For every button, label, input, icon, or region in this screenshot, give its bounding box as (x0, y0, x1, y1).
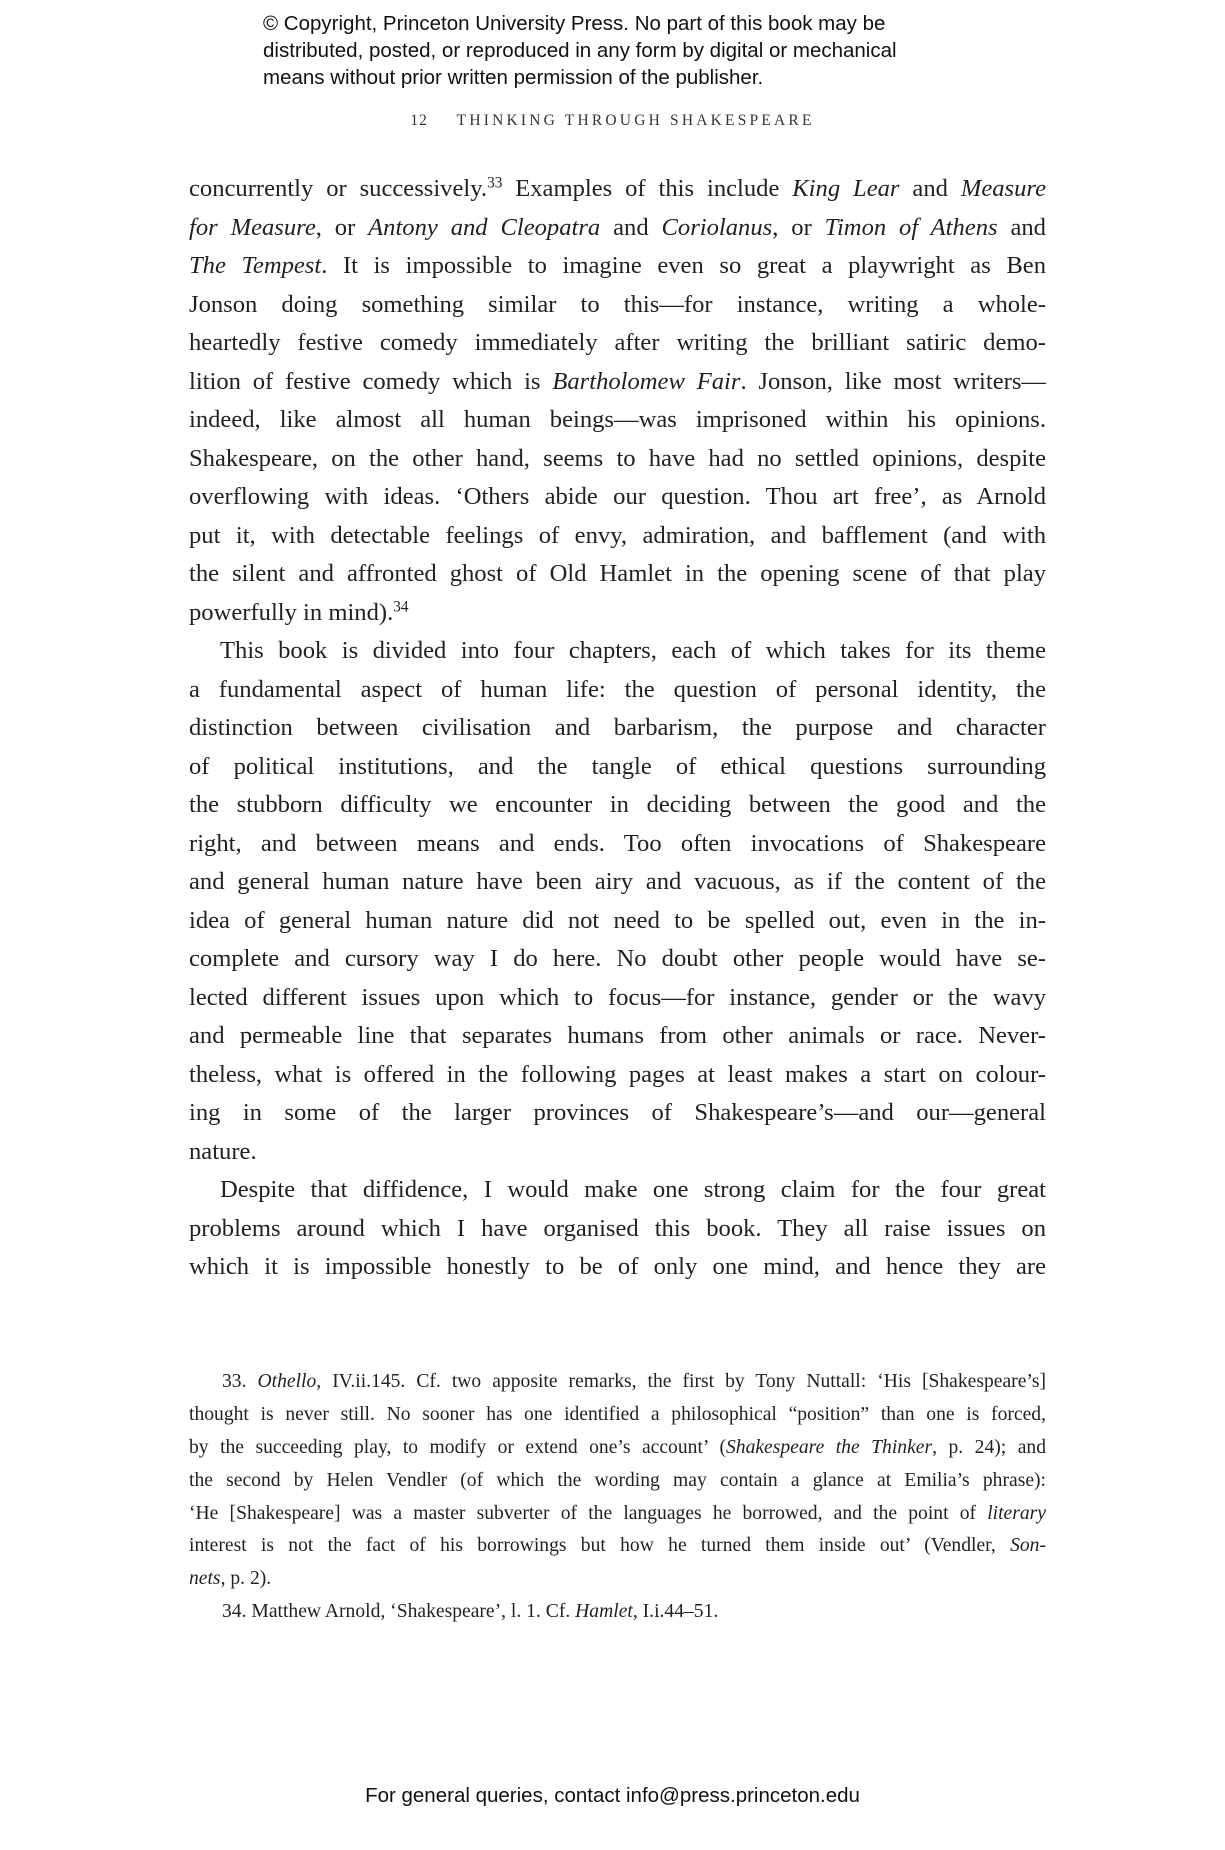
text-line (189, 1432, 1046, 1465)
text: of political institutions, and the tangle of ethical questions surrounding (189, 752, 1046, 780)
italic-text: Antony and Cleopatra (368, 213, 601, 241)
italic-text: Coriolanus (661, 213, 773, 241)
footer-contact: For general queries, contact info@press.princeton.edu (365, 1784, 860, 1807)
text: a fundamental aspect of human life: the question of personal identity, the (189, 675, 1046, 703)
italic-text: Shakespeare the Thinker (725, 1436, 933, 1458)
italic-text: nets (189, 1568, 221, 1590)
italic-text: Hamlet (575, 1601, 633, 1623)
text-line (189, 286, 1046, 325)
running-head (0, 112, 1225, 130)
text-line (189, 940, 1046, 979)
text: concurrently or successively. (189, 175, 488, 202)
text-line (189, 1210, 1046, 1249)
text-line (189, 1171, 1046, 1210)
text: distinction between civilisation and barbarism, the purpose and character (189, 714, 1046, 741)
text-line (189, 748, 1046, 787)
text: 34. Matthew Arnold, ‘Shakespeare’, l. 1. Cf. (222, 1601, 576, 1623)
book-title: THINKING THROUGH SHAKESPEARE (456, 112, 815, 129)
text-line (189, 1366, 1046, 1399)
footnote-reference: 34 (393, 598, 409, 616)
text-line (189, 825, 1046, 864)
text: and general human nature have been airy and vacuous, as if the content of the (189, 868, 1046, 895)
text: and permeable line that separates humans from other animals or race. Never- (189, 1022, 1046, 1049)
text-line (189, 632, 1046, 671)
text-line (189, 1248, 1046, 1287)
text-line (189, 1563, 1046, 1596)
text-line (189, 401, 1046, 440)
paragraph (189, 1171, 1046, 1287)
text: , IV.ii.145. Cf. two apposite remarks, the first by Tony Nuttall: ‘His [Shakespeare’s] (316, 1371, 1046, 1392)
text: which it is impossible honestly to be of only one mind, and hence they are (189, 1253, 1046, 1280)
text-line (189, 709, 1046, 748)
text: , I.i.44–51. (632, 1601, 719, 1623)
text: and (997, 213, 1046, 241)
text-line (189, 1498, 1046, 1531)
text-line (189, 209, 1046, 248)
footnote (189, 1596, 1046, 1629)
text: This book is divided into four chapters, each of which takes for its theme (220, 637, 1046, 664)
text: by the succeeding play, to modify or extend one’s account’ ( (189, 1436, 726, 1458)
text-line (189, 363, 1046, 402)
italic-text: literary (987, 1502, 1046, 1524)
text-line (189, 1465, 1046, 1498)
text-line (189, 979, 1046, 1018)
copyright-line: distributed, posted, or reproduced in any form by digital or mechanical (263, 39, 897, 62)
text-line (189, 786, 1046, 825)
italic-text: for Measure (189, 213, 316, 241)
text: Jonson doing something similar to this—for instance, writing a whole- (189, 290, 1046, 318)
text: complete and cursory way I do here. No doubt other people would have se- (189, 945, 1046, 972)
italic-text: Bartholomew Fair (552, 367, 741, 395)
text-line (189, 440, 1046, 479)
text: lected different issues upon which to focus—for instance, gender or the wavy (189, 983, 1046, 1011)
text: Examples of this include (502, 175, 793, 202)
italic-text: Othello (257, 1371, 317, 1392)
text-line (189, 1056, 1046, 1095)
text: and (899, 175, 961, 202)
text: problems around which I have organised this book. They all raise issues on (189, 1214, 1046, 1242)
text-line (189, 555, 1046, 594)
text: indeed, like almost all human beings—was imprisoned within his opinions. (189, 406, 1046, 433)
text-line (189, 324, 1046, 363)
text-line (189, 1596, 1046, 1629)
text: , or (772, 213, 825, 241)
text-line (189, 1017, 1046, 1056)
text: right, and between means and ends. Too often invocations of Shakespeare (189, 829, 1046, 857)
footnotes (189, 1366, 1046, 1629)
text: theless, what is offered in the following pages at least makes a start on colour- (189, 1060, 1046, 1088)
text: nature. (189, 1137, 257, 1165)
italic-text: King Lear (792, 175, 900, 202)
italic-text: Son- (1010, 1535, 1046, 1557)
paragraph (189, 170, 1046, 632)
copyright-line: means without prior written permission of the publisher. (263, 66, 764, 89)
text: ‘He [Shakespeare] was a master subverter of the languages he borrowed, and the point of (189, 1502, 988, 1524)
text-line (189, 863, 1046, 902)
italic-text: Timon of Athens (824, 213, 998, 241)
text-line (189, 594, 1046, 633)
text-line (189, 247, 1046, 286)
page-number: 12 (410, 112, 428, 129)
text-line (189, 478, 1046, 517)
text: idea of general human nature did not need to be spelled out, even in the in- (189, 906, 1046, 934)
text-line (189, 671, 1046, 710)
text: Shakespeare, on the other hand, seems to have had no settled opinions, despite (189, 444, 1046, 472)
text: the stubborn difficulty we encounter in deciding between the good and the (189, 791, 1046, 818)
text-line (189, 170, 1046, 209)
text-line (189, 1133, 1046, 1172)
text: and (600, 213, 662, 241)
text-line (189, 1530, 1046, 1563)
paragraph (189, 632, 1046, 1171)
copyright-line: © Copyright, Princeton University Press. No part of this book may be (263, 12, 886, 35)
text: . Jonson, like most writers— (740, 367, 1046, 395)
copyright-notice (263, 10, 897, 91)
text: thought is never still. No sooner has one identified a philosophical “position” than one is forced, (189, 1403, 1046, 1425)
text: the silent and affronted ghost of Old Hamlet in the opening scene of that play (189, 560, 1046, 587)
text-line (189, 1094, 1046, 1133)
text: put it, with detectable feelings of envy, admiration, and bafflement (and with (189, 521, 1046, 549)
text: , p. 24); and (932, 1436, 1046, 1458)
text: overflowing with ideas. ‘Others abide our question. Thou art free’, as Arnold (189, 483, 1046, 510)
text: 33. (222, 1371, 258, 1392)
text: lition of festive comedy which is (189, 367, 553, 395)
text: powerfully in mind). (189, 598, 394, 626)
text-line (189, 1399, 1046, 1432)
text: ing in some of the larger provinces of Shakespeare’s—and our—general (189, 1099, 1046, 1126)
text: the second by Helen Vendler (of which the wording may contain a glance at Emilia’s phrase): (189, 1469, 1046, 1491)
text: interest is not the fact of his borrowings but how he turned them inside out’ (Vendler, (189, 1535, 1011, 1557)
text: , p. 2). (220, 1568, 272, 1590)
text-line (189, 517, 1046, 556)
text: . It is impossible to imagine even so great a playwright as Ben (321, 252, 1046, 279)
body-text (189, 170, 1046, 1287)
italic-text: The Tempest (189, 252, 322, 279)
italic-text: Measure (960, 175, 1046, 202)
text-line (189, 902, 1046, 941)
text: heartedly festive comedy immediately after writing the brilliant satiric demo- (189, 329, 1046, 356)
text: , or (315, 213, 369, 241)
footnote-reference: 33 (487, 174, 503, 192)
footnote (189, 1366, 1046, 1596)
text: Despite that diffidence, I would make one strong claim for the four great (220, 1176, 1046, 1203)
